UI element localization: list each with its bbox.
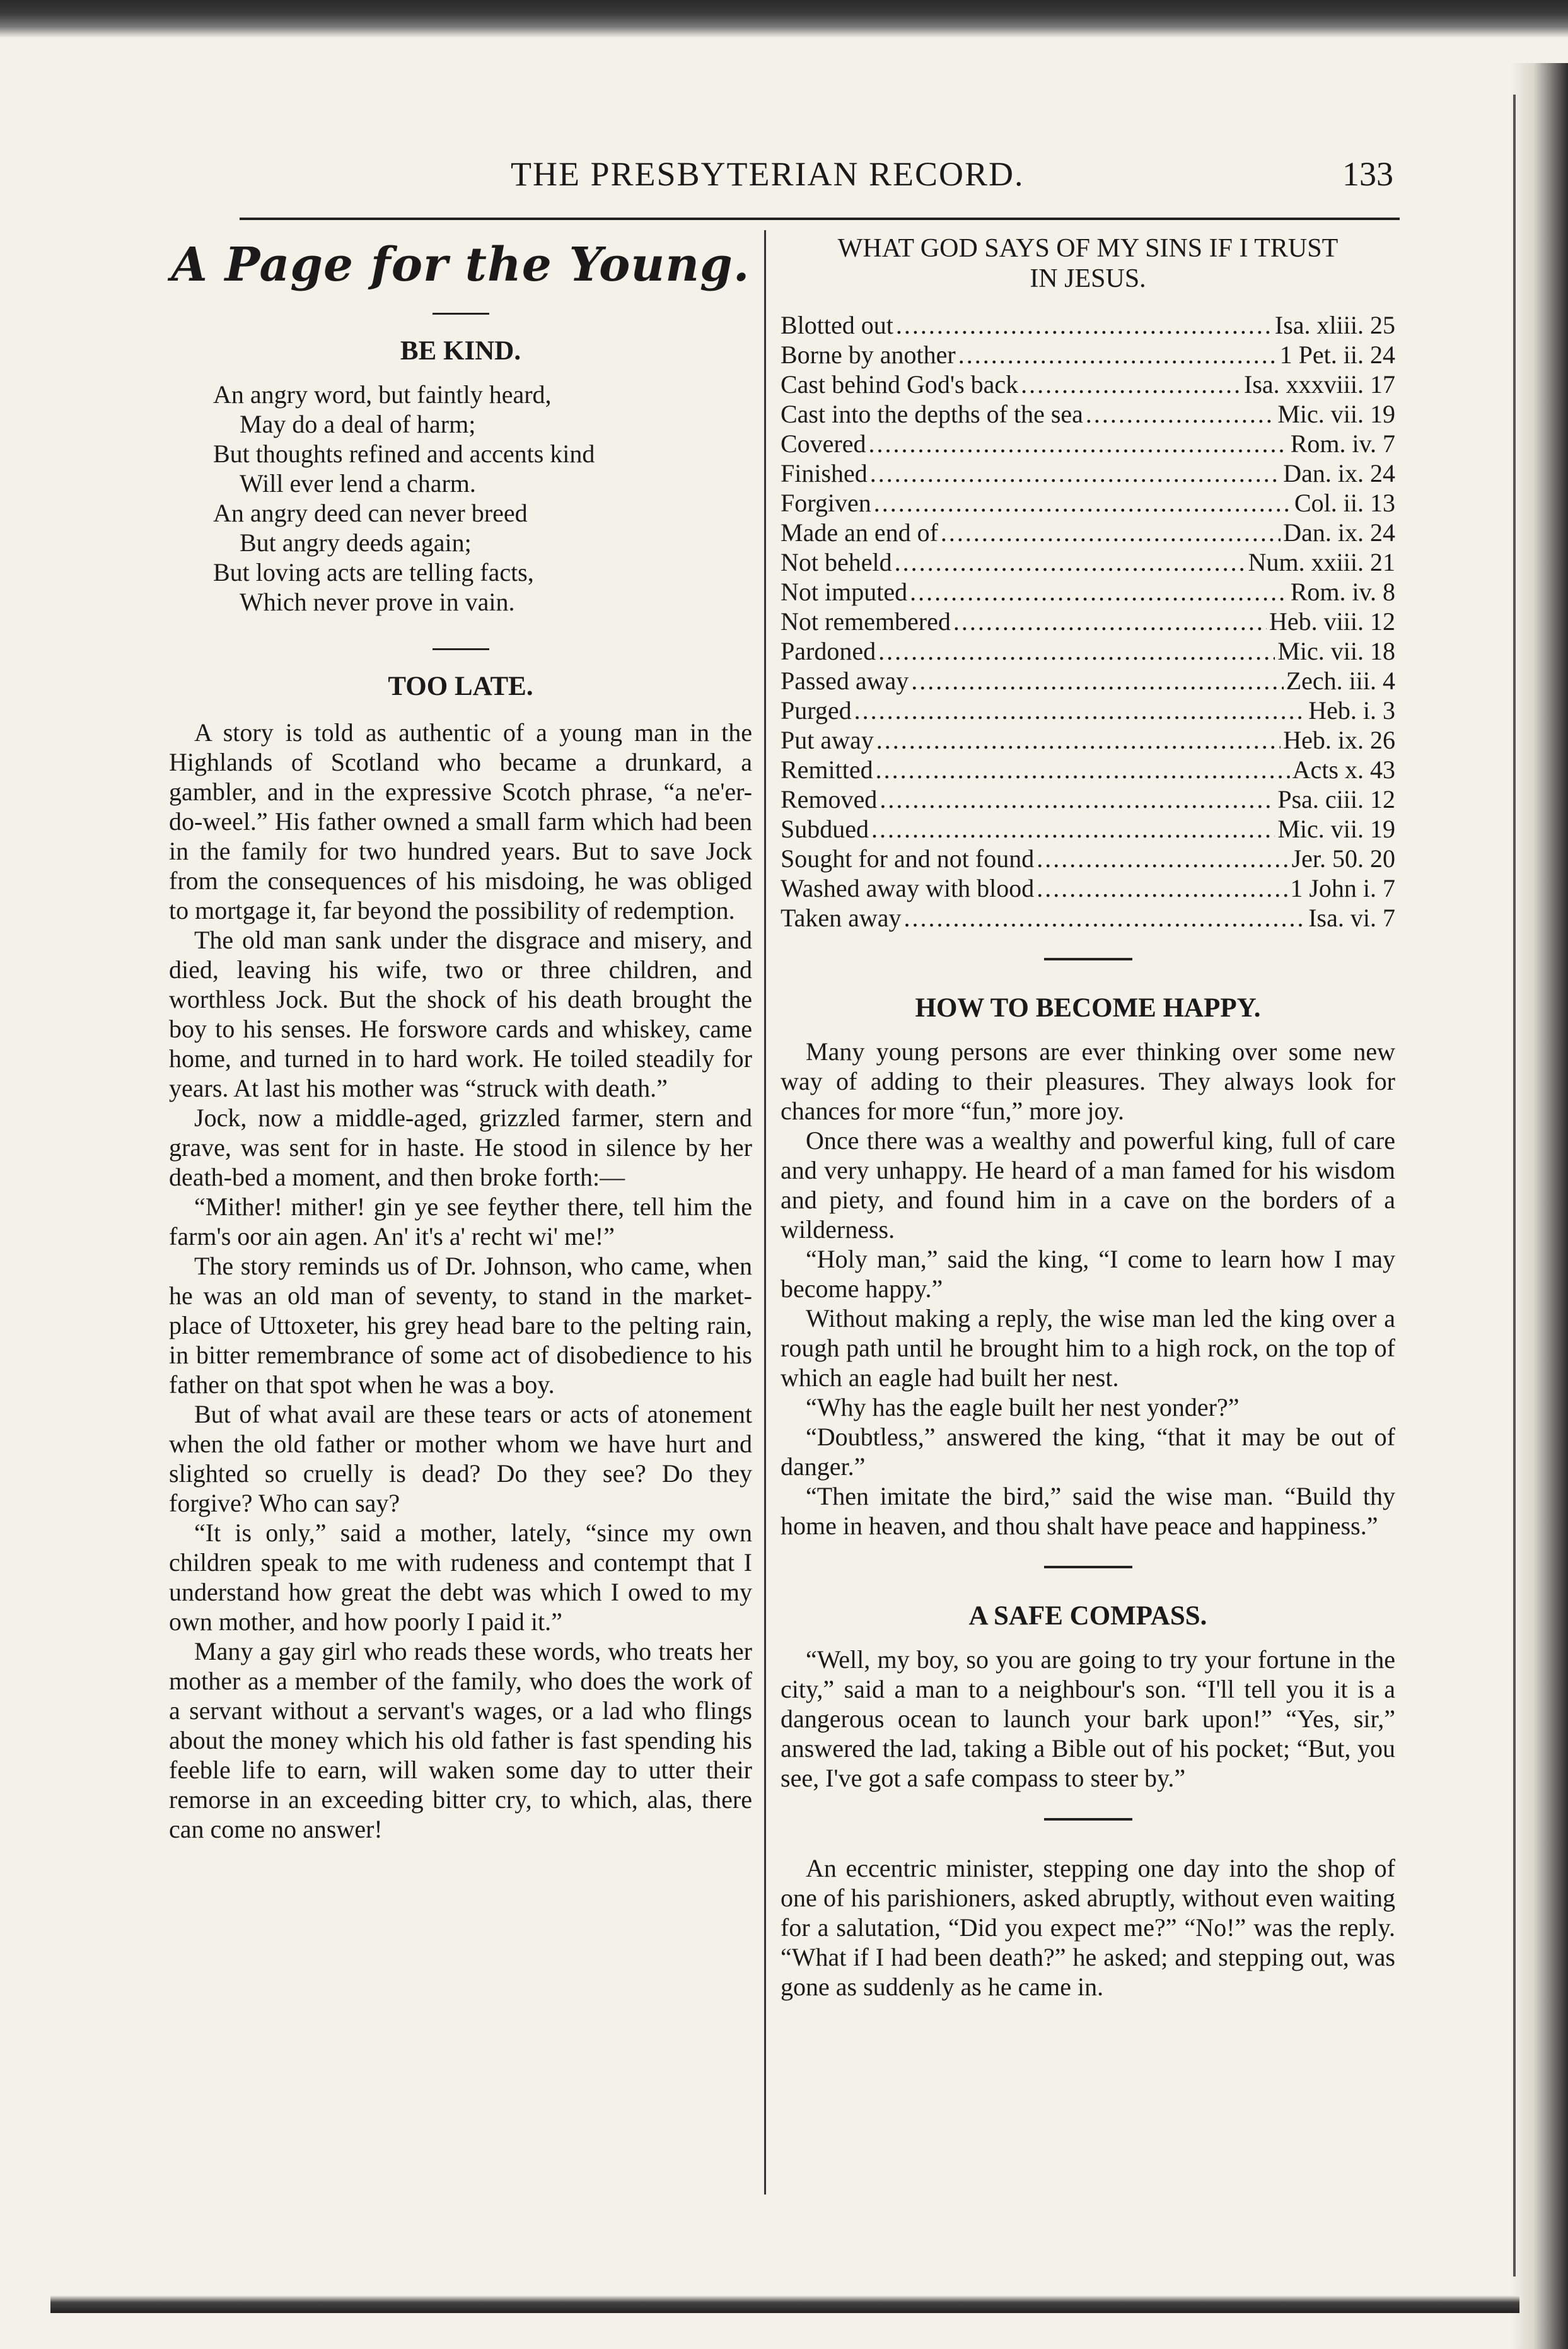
ref-phrase: Subdued bbox=[781, 815, 869, 843]
paragraph: An eccentric minister, stepping one day into the shop of one of his parishioners, asked abruptly, without even waiting for a salutation, “Did you expect me?” “No!” was the reply. “What if I had been death?” he asked; and stepping out, was gone as suddenly as he came in. bbox=[781, 1854, 1395, 2001]
poem-line: But angry deeds again; bbox=[240, 528, 472, 557]
story-happy bbox=[781, 1037, 1395, 1541]
story-too-late bbox=[169, 718, 752, 1844]
rule bbox=[1044, 1566, 1132, 1568]
story-title: TOO LATE. bbox=[388, 672, 533, 701]
list-item bbox=[781, 370, 1395, 399]
paragraph: “Well, my boy, so you are going to try your fortune in the city,” said a man to a neighbour's son. “I'll tell you it is a dangerous ocean to launch your bark upon!” “Yes, sir,” answered the lad, taking a Bible out of his pocket; “But, you see, I've got a safe compass to steer by.” bbox=[781, 1645, 1395, 1792]
list-item bbox=[781, 518, 1395, 547]
ref-phrase: Sought for and not found bbox=[781, 844, 1035, 873]
ref-citation: Isa. xxxviii. 17 bbox=[1244, 370, 1395, 399]
poem-line: An angry word, but faintly heard, bbox=[213, 380, 552, 409]
scripture-list bbox=[781, 310, 1395, 933]
ref-phrase: Passed away bbox=[781, 667, 909, 695]
ref-phrase: Remitted bbox=[781, 755, 873, 784]
list-item bbox=[781, 577, 1395, 607]
scan-bottom-edge bbox=[50, 2295, 1519, 2313]
ref-citation: Isa. vi. 7 bbox=[1308, 904, 1395, 932]
paragraph: “Holy man,” said the king, “I come to learn how I may become happy.” bbox=[781, 1245, 1395, 1303]
list-item bbox=[781, 755, 1395, 784]
list-item bbox=[781, 399, 1395, 429]
ref-citation: Zech. iii. 4 bbox=[1286, 667, 1395, 695]
paragraph: A story is told as authentic of a young man in the Highlands of Scotland who became a drunkard, a gambler, and in the expressive Scotch phrase, “a ne'er-do-weel.” His father owned a small farm which had been in the family for two hundred years. But to save Jock from the consequences of his misdoing, he was obliged to mortgage it, far beyond the possibility of redemption. bbox=[169, 718, 752, 924]
ref-citation: Acts x. 43 bbox=[1292, 755, 1395, 784]
paragraph: Many a gay girl who reads these words, who treats her mother as a member of the family, who does the work of a servant without a servant's wages, or a lad who flings about the money which his old father is fast spending his feeble life to earn, will waken some day to utter their remorse in an exceeding bitter cry, to which, alas, there can come no answer! bbox=[169, 1637, 752, 1843]
ref-citation: Col. ii. 13 bbox=[1294, 489, 1395, 517]
paragraph: “Doubtless,” answered the king, “that it may be out of danger.” bbox=[781, 1423, 1395, 1481]
ref-phrase: Not beheld bbox=[781, 548, 892, 576]
ref-citation: Dan. ix. 24 bbox=[1283, 459, 1395, 487]
list-item bbox=[781, 488, 1395, 518]
list-item bbox=[781, 429, 1395, 458]
list-item bbox=[781, 903, 1395, 933]
paragraph: The old man sank under the disgrace and misery, and died, leaving his wife, two or three children, and worthless Jock. But the shock of his death brought the boy to his senses. He forswore cards and whiskey, came home, and turned in to hard work. He toiled steadily for years. At last his mother was “struck with death.” bbox=[169, 926, 752, 1102]
ref-phrase: Finished bbox=[781, 459, 868, 487]
list-item bbox=[781, 547, 1395, 577]
paragraph: The story reminds us of Dr. Johnson, who came, when he was an old man of seventy, to stand in the market-place of Uttoxeter, his grey head bare to the pelting rain, in bitter remembrance of some act of disobedience to his father on that spot when he was a boy. bbox=[169, 1252, 752, 1399]
ref-citation: Isa. xliii. 25 bbox=[1274, 311, 1395, 339]
ref-citation: Mic. vii. 19 bbox=[1277, 400, 1395, 428]
scan-right-edge bbox=[1511, 63, 1568, 2349]
poem-be-kind bbox=[213, 380, 752, 617]
ref-phrase: Not imputed bbox=[781, 578, 908, 606]
list-item bbox=[781, 607, 1395, 636]
rule bbox=[1044, 958, 1132, 960]
ref-phrase: Cast behind God's back bbox=[781, 370, 1019, 399]
paragraph: But of what avail are these tears or acts of atonement when the old father or mother whom we have hurt and slighted so cruelly is dead? Do they see? Do they forgive? Who can say? bbox=[169, 1400, 752, 1517]
ref-citation: Jer. 50. 20 bbox=[1291, 844, 1395, 873]
ref-phrase: Removed bbox=[781, 785, 878, 813]
list-item bbox=[781, 636, 1395, 666]
rule bbox=[1044, 1818, 1132, 1821]
list-item bbox=[781, 784, 1395, 814]
header-rule bbox=[240, 218, 1400, 220]
ref-citation: Psa. ciii. 12 bbox=[1277, 785, 1395, 813]
column-divider bbox=[764, 230, 766, 2195]
ref-phrase: Taken away bbox=[781, 904, 902, 932]
ref-phrase: Not remembered bbox=[781, 607, 951, 636]
list-item bbox=[781, 873, 1395, 903]
paragraph: “Then imitate the bird,” said the wise man. “Build thy home in heaven, and thou shalt have peace and happiness.” bbox=[781, 1482, 1395, 1540]
right-column bbox=[781, 233, 1395, 2002]
list-item bbox=[781, 725, 1395, 755]
ref-citation: Mic. vii. 18 bbox=[1277, 637, 1395, 665]
ref-citation: Heb. i. 3 bbox=[1308, 696, 1395, 725]
list-item bbox=[781, 340, 1395, 370]
ref-phrase: Washed away with blood bbox=[781, 874, 1035, 902]
sins-heading-line: WHAT GOD SAYS OF MY SINS IF I TRUST bbox=[837, 234, 1339, 263]
poem-line: Will ever lend a charm. bbox=[240, 469, 476, 498]
paragraph: Without making a reply, the wise man led the king over a rough path until he brought him to a high rock, on the top of which an eagle had built her nest. bbox=[781, 1304, 1395, 1392]
list-item bbox=[781, 310, 1395, 340]
ref-citation: Rom. iv. 7 bbox=[1290, 429, 1395, 458]
ref-citation: Dan. ix. 24 bbox=[1283, 518, 1395, 547]
ref-phrase: Pardoned bbox=[781, 637, 876, 665]
page-header bbox=[240, 154, 1393, 205]
page-number: 133 bbox=[1342, 155, 1393, 193]
ref-phrase: Purged bbox=[781, 696, 852, 725]
compass-title: A SAFE COMPASS. bbox=[968, 1601, 1207, 1631]
list-item bbox=[781, 666, 1395, 696]
poem-line: But loving acts are telling facts, bbox=[213, 558, 534, 586]
left-column bbox=[169, 233, 752, 1844]
ref-citation: Rom. iv. 8 bbox=[1290, 578, 1395, 606]
list-item bbox=[781, 458, 1395, 488]
ref-phrase: Put away bbox=[781, 726, 874, 754]
scan-top-edge bbox=[0, 0, 1568, 38]
sins-heading bbox=[781, 233, 1395, 294]
ref-citation: 1 Pet. ii. 24 bbox=[1279, 341, 1395, 369]
ref-phrase: Forgiven bbox=[781, 489, 871, 517]
poem-line: Which never prove in vain. bbox=[240, 588, 515, 616]
ref-citation: Heb. ix. 26 bbox=[1283, 726, 1395, 754]
paragraph: “Why has the eagle built her nest yonder?” bbox=[806, 1393, 1240, 1421]
paragraph: “It is only,” said a mother, lately, “since my own children speak to me with rudeness and contempt that I understand how great the debt was which I owed to my own mother, and how poorly I paid it.” bbox=[169, 1518, 752, 1636]
rule bbox=[433, 648, 489, 650]
scan-right-rule bbox=[1513, 95, 1516, 2276]
paragraph: “Mither! mither! gin ye see feyther there, tell him the farm's oor ain agen. An' it's a' recht wi' me!” bbox=[169, 1192, 752, 1250]
ref-phrase: Covered bbox=[781, 429, 866, 458]
list-item bbox=[781, 844, 1395, 873]
paragraph: Once there was a wealthy and powerful king, full of care and very unhappy. He heard of a man famed for his wisdom and piety, and found him in a cave on the borders of a wilderness. bbox=[781, 1126, 1395, 1244]
happy-title: HOW TO BECOME HAPPY. bbox=[915, 993, 1261, 1023]
poem-title: BE KIND. bbox=[400, 336, 521, 366]
ref-phrase: Blotted out bbox=[781, 311, 893, 339]
poem-line: An angry deed can never breed bbox=[213, 499, 528, 527]
list-item bbox=[781, 696, 1395, 725]
ref-phrase: Cast into the depths of the sea bbox=[781, 400, 1083, 428]
list-item bbox=[781, 814, 1395, 844]
ref-citation: Num. xxiii. 21 bbox=[1248, 548, 1395, 576]
section-banner: A Page for the Young. bbox=[171, 238, 750, 292]
poem-line: But thoughts refined and accents kind bbox=[213, 440, 595, 468]
sins-heading-line: IN JESUS. bbox=[1030, 264, 1146, 293]
ref-citation: Heb. viii. 12 bbox=[1269, 607, 1395, 636]
rule bbox=[433, 313, 489, 315]
ref-citation: Mic. vii. 19 bbox=[1277, 815, 1395, 843]
paragraph: Jock, now a middle-aged, grizzled farmer, stern and grave, was sent for in haste. He stood in silence by her death-bed a moment, and then broke forth:— bbox=[169, 1104, 752, 1191]
running-title: THE PRESBYTERIAN RECORD. bbox=[511, 155, 1025, 193]
ref-phrase: Made an end of bbox=[781, 518, 938, 547]
ref-citation: 1 John i. 7 bbox=[1290, 874, 1395, 902]
paragraph: Many young persons are ever thinking over some new way of adding to their pleasures. They always look for chances for more “fun,” more joy. bbox=[781, 1037, 1395, 1125]
ref-phrase: Borne by another bbox=[781, 341, 956, 369]
poem-line: May do a deal of harm; bbox=[240, 410, 476, 438]
